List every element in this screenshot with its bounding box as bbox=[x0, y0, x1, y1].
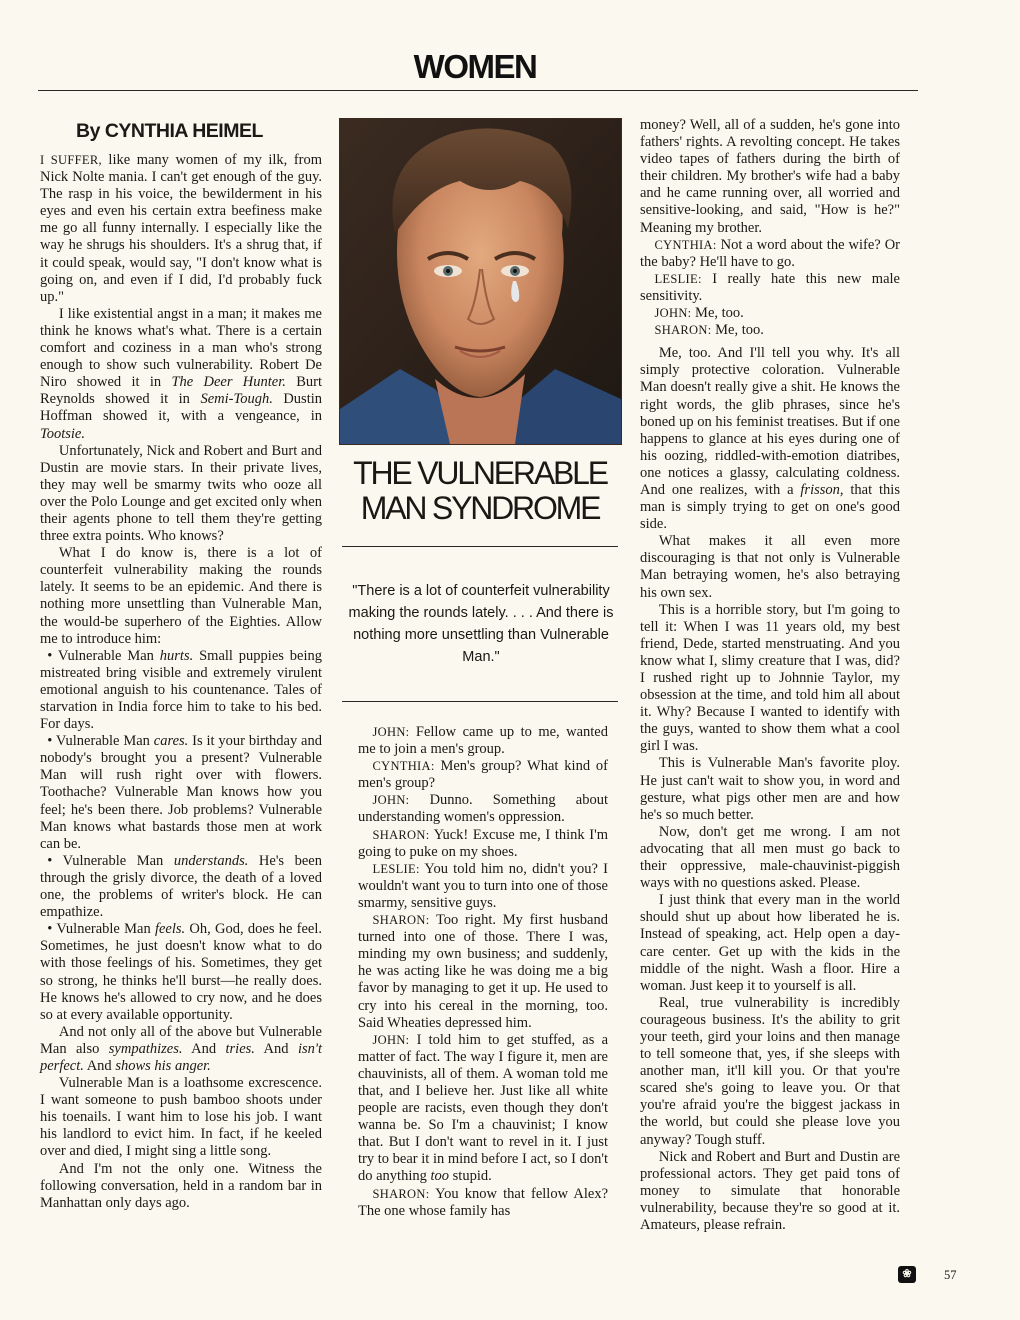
paragraph-text: Small puppies being mistreated bring visible and extremely virulent emotional anguish to his countenance. Tales of starvation in India force him to take to his bed. For days. bbox=[40, 647, 322, 733]
paragraph: What makes it all even more discouraging is that not only is Vulnerable Man betraying women, he's also betraying his own sex. bbox=[640, 533, 900, 601]
dialogue-line bbox=[358, 1186, 608, 1220]
speaker-name: LESLIE: bbox=[654, 271, 702, 286]
dialogue-text: stupid. bbox=[449, 1168, 492, 1185]
byline: By CYNTHIA HEIMEL bbox=[76, 120, 263, 142]
dialogue-line bbox=[358, 861, 608, 912]
paragraph: Vulnerable Man is a loathsome excrescence. I want someone to push bamboo shoots under his toenails. I want him to lose his job. I want his landlord to evict him. In fact, if he keeled over and died, I might sing a little song. bbox=[40, 1075, 322, 1160]
lead-in: I SUFFER, bbox=[40, 153, 102, 167]
paragraph: Unfortunately, Nick and Robert and Burt and Dustin are movie stars. In their private lives, they may well be smarmy twits who ooze all over the Polo Lounge and get excited only when their agents phone to tell them they're getting three extra points. Who knows? bbox=[40, 442, 322, 545]
rabbit-head-logo-icon: ❀ bbox=[898, 1266, 916, 1283]
bullet-item bbox=[40, 853, 322, 921]
dialogue-text: Me, too. bbox=[711, 322, 764, 339]
paragraph-text: And bbox=[254, 1040, 298, 1057]
dialogue-text: Not a word about the wife? Or the baby? He'll have to go. bbox=[640, 236, 900, 270]
speaker-name: SHARON: bbox=[372, 913, 430, 928]
emphasis: feels. bbox=[154, 921, 186, 938]
emphasis: hurts. bbox=[159, 647, 194, 664]
emphasis: tries. bbox=[225, 1040, 255, 1057]
bullet-item bbox=[40, 648, 322, 733]
dialogue-line bbox=[640, 322, 900, 339]
speaker-name: JOHN: bbox=[372, 725, 410, 739]
pull-quote: "There is a lot of counterfeit vulnerability making the rounds lately. . . . And there is nothing more unsettling than Vulnerable Man." bbox=[348, 583, 614, 665]
dialogue-line bbox=[358, 758, 608, 792]
dialogue-text: Yuck! Excuse me, I think I'm going to puke on my shoes. bbox=[358, 826, 608, 860]
speaker-name: JOHN: bbox=[372, 1032, 410, 1047]
bullet-item bbox=[40, 921, 322, 1024]
dialogue-text: I told him to get stuffed, as a matter of fact. The way I figure it, men are chauvinists, all of them. A woman told me that, and I believe her. Just like all white people are racists, even though they don't wanna be. So I'm a chauvinist; I know that. But I don't want to revel in it. I just try to bear it in mind before I act, so I don't do anything bbox=[358, 1031, 608, 1185]
emphasis: cares. bbox=[153, 733, 189, 750]
paragraph: And I'm not the only one. Witness the following conversation, held in a random bar in Manhattan only days ago. bbox=[40, 1160, 322, 1211]
speaker-name: JOHN: bbox=[372, 793, 410, 808]
bullet-item bbox=[40, 733, 322, 853]
column-3 bbox=[640, 117, 900, 1234]
paragraph bbox=[40, 152, 322, 306]
speaker-name: LESLIE: bbox=[372, 861, 420, 876]
column-2 bbox=[358, 724, 608, 1220]
headline-line-2: MAN SYNDROME bbox=[360, 490, 600, 526]
paragraph: Nick and Robert and Burt and Dustin are professional actors. They get paid tons of money to simulate that honorable vulnerability, because they're so good at it. Amateurs, please refrain. bbox=[640, 1148, 900, 1233]
emphasis: understands. bbox=[173, 852, 249, 869]
dialogue-line bbox=[358, 912, 608, 1032]
paragraph bbox=[640, 345, 900, 533]
section-title: WOMEN bbox=[413, 48, 537, 85]
paragraph: Now, don't get me wrong. I am not advocating that all men must go back to their oppressive, male-chauvinist-piggish ways with no questions asked. Please. bbox=[640, 823, 900, 892]
paragraph: I just think that every man in the world should shut up about how liberated he is. Instead of speaking, act. Help open a day-care center. Get up with the kids in the middle of the night. Wash a floor. Hire a woman. Just keep it to yourself is all. bbox=[640, 892, 900, 994]
page-number: 57 bbox=[944, 1268, 957, 1282]
paragraph-text: He's been through the grisly divorce, the death of a loved one, the problems of writer's block. He can empathize. bbox=[40, 852, 322, 921]
column-1 bbox=[40, 100, 322, 1212]
pullquote-rule-top bbox=[342, 546, 618, 547]
paragraph-text: Is it your birthday and nobody's brought you a present? Vulnerable Man will rush right over with flowers. Toothache? Vulnerable Man knows how you feel; he's been there. Job problems? Vulnerable Man knows what bastards those men at work can be. bbox=[40, 733, 322, 852]
paragraph-text: And bbox=[83, 1057, 116, 1074]
paragraph-text: • Vulnerable Man bbox=[47, 647, 160, 664]
speaker-name: CYNTHIA: bbox=[372, 759, 435, 774]
emphasis: too bbox=[430, 1168, 450, 1185]
dialogue-line bbox=[358, 792, 608, 826]
paragraph-text: • Vulnerable Man bbox=[47, 921, 155, 938]
emphasis: frisson, bbox=[800, 481, 844, 498]
paragraph-text: Dustin Hoffman showed it, with a vengeance, in bbox=[40, 391, 323, 425]
pullquote-rule-bottom bbox=[342, 701, 618, 702]
dialogue-line bbox=[640, 305, 900, 322]
paragraph-text: Oh, God, does he feel. Sometimes, he just doesn't know what to do with those feelings of his. Sometimes, they get so strong, he thinks he'll burst—he really does. He knows he's allowed to cry now, and he does so at every available opportunity. bbox=[40, 921, 323, 1023]
headline-line-1: THE VULNERABLE bbox=[353, 455, 607, 491]
dialogue-line bbox=[358, 724, 608, 758]
film-title: Semi-Tough. bbox=[200, 391, 273, 408]
speaker-name: SHARON: bbox=[654, 323, 712, 338]
speaker-name: CYNTHIA: bbox=[654, 237, 717, 252]
paragraph-text: And not only all of the above but Vulnerable Man also bbox=[40, 1023, 322, 1057]
paragraph: What I do know is, there is a lot of counterfeit vulnerability making the rounds lately. It seems to be an epidemic. And there is nothing more unsettling than Vulnerable Man, the would-be superhero of the Eighties. Allow me to introduce him: bbox=[40, 545, 322, 647]
header-rule bbox=[38, 90, 918, 91]
paragraph-text: that this man is simply trying to get on one's good side. bbox=[640, 481, 900, 533]
dialogue-text: You told him no, didn't you? I wouldn't want you to turn into one of those smarmy, sensitive guys. bbox=[358, 860, 608, 911]
dialogue-text: Dunno. Something about understanding women's oppression. bbox=[358, 792, 608, 826]
emphasis: shows his anger. bbox=[115, 1057, 211, 1074]
page-footer bbox=[898, 1266, 968, 1286]
dialogue-line bbox=[640, 271, 900, 305]
paragraph-text: I like existential angst in a man; it makes me think he knows what's what. There is a certain comfort and coziness in a man who's strong enough to show such vulnerability. Robert De Niro showed it in bbox=[40, 305, 322, 391]
paragraph: This is Vulnerable Man's favorite ploy. He just can't wait to show you, in word and gesture, what pigs other men are and how he's so much better. bbox=[640, 755, 900, 823]
dialogue-text: I really hate this new male sensitivity. bbox=[640, 270, 900, 304]
paragraph bbox=[40, 1024, 322, 1075]
dialogue-line bbox=[358, 1032, 608, 1186]
dialogue-continued: money? Well, all of a sudden, he's gone into fathers' rights. A revolting concept. He takes video tapes of fathers during the birth of their children. My brother's wife had a baby and he came running over, all worried and sensitive-looking, and said, "How is he?" Meaning my brother. bbox=[640, 117, 900, 236]
film-title: The Deer Hunter. bbox=[171, 374, 286, 391]
speaker-name: SHARON: bbox=[372, 827, 430, 842]
paragraph-text: Burt Reynolds showed it in bbox=[40, 374, 322, 408]
dialogue-text: Men's group? What kind of men's group? bbox=[358, 758, 608, 792]
film-title: Tootsie. bbox=[40, 425, 85, 442]
paragraph-text: like many women of my ilk, from Nick Nolte mania. I can't get enough of the guy. The rasp in his voice, the bewilderment in his eyes and even his certain extra beefiness make me go all funny internally. I especially like the way he shrugs his shoulders. It's a shrug that, if it could speak, would say, "I don't know what is going on, and even if I did, I'd probably fuck up." bbox=[40, 152, 323, 305]
paragraph-text: • Vulnerable Man bbox=[47, 733, 154, 750]
paragraph-text: • Vulnerable Man bbox=[47, 852, 174, 869]
dialogue-line bbox=[640, 237, 900, 271]
emphasis: sympathizes. bbox=[108, 1040, 183, 1057]
paragraph: Real, true vulnerability is incredibly courageous business. It's the ability to grit your teeth, gird your loins and then manage to tell someone that, yes, if she sleeps with another man, it'll kill you. Or that you're scared she's going to leave you. Or that you're afraid you're the biggest jackass in the world, but could she please love you anyway? Tough stuff. bbox=[640, 994, 900, 1148]
man-with-tear-painting bbox=[340, 119, 621, 444]
dialogue-text: Me, too. bbox=[691, 305, 744, 322]
dialogue-text: You know that fellow Alex? The one whose family has bbox=[358, 1185, 608, 1219]
paragraph bbox=[40, 306, 322, 443]
dialogue-line bbox=[358, 827, 608, 861]
portrait-illustration bbox=[339, 118, 622, 445]
article-headline bbox=[339, 456, 621, 526]
paragraph: This is a horrible story, but I'm going to tell it: When I was 11 years old, my best friend, Dede, started menstruating. And you know what I, slimy creature that I was, did? I rushed right up to Johnnie Taylor, my obsession at the time, and told him all about it. Why? Because I wanted to identify with the guys, wanted to show them what a cool girl I was. bbox=[640, 601, 900, 755]
speaker-name: JOHN: bbox=[654, 306, 692, 321]
emphasis: isn't perfect. bbox=[40, 1040, 322, 1074]
paragraph-text: Me, too. And I'll tell you why. It's all simply protective coloration. Vulnerable Man doesn't really give a shit. He knows the right words, the glib phrases, since he's boned up on his feminist treatises. But if one happens to glance at his eyes during one of his oozing, riddled-with-emotion diatribes, one notices a glassy, calculating coldness. And one realizes, with a bbox=[640, 345, 900, 498]
speaker-name: SHARON: bbox=[372, 1186, 430, 1201]
dialogue-text: Fellow came up to me, wanted me to join a men's group. bbox=[358, 724, 608, 758]
dialogue-text: Too right. My first husband turned into one of those. There I was, minding my own business; and suddenly, he was acting like he was doing me a big favor by managing to get it up. He used to cry into his cereal in the morning, too. Said Wheaties depressed him. bbox=[358, 912, 608, 1031]
paragraph-text: And bbox=[182, 1040, 226, 1057]
